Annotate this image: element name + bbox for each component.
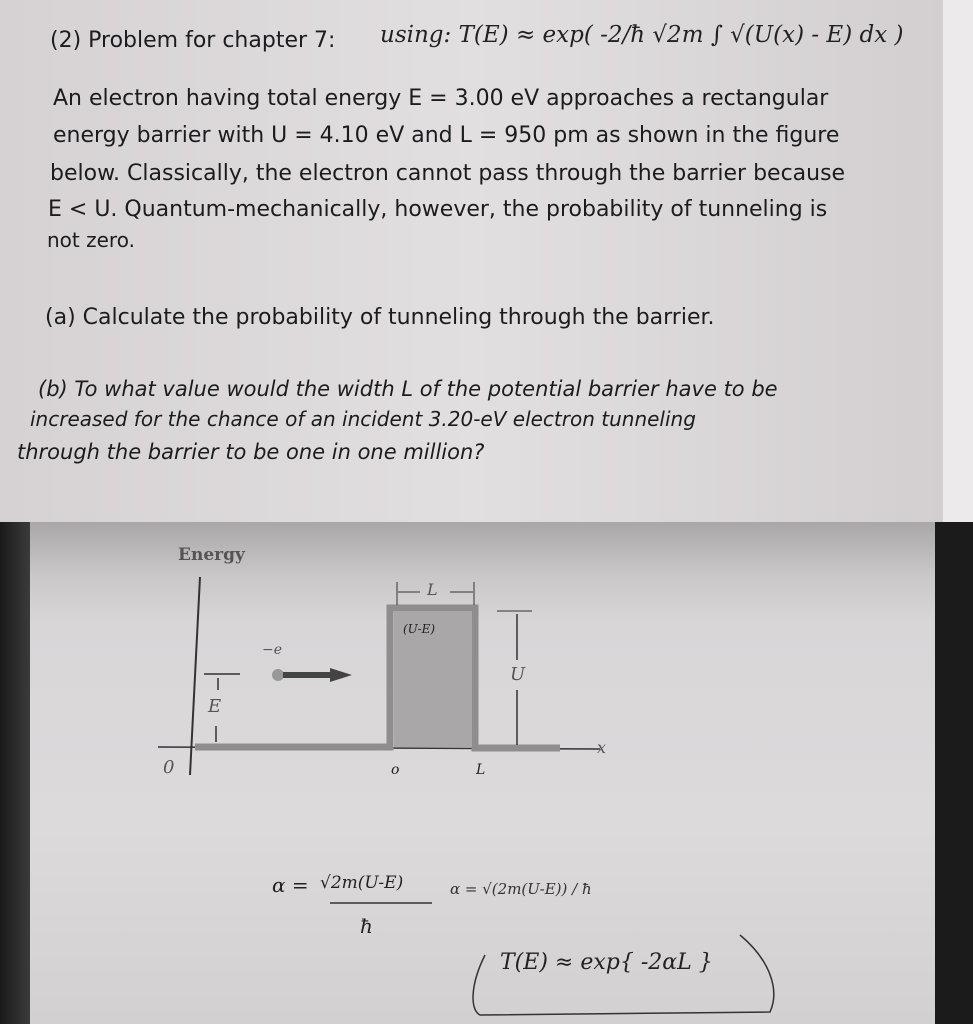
handwritten-formula: using: T(E) ≈ exp( -2/ħ √2m ∫ √(U(x) - E) dx ) bbox=[380, 22, 904, 48]
statement-line: E < U. Quantum-mechanically, however, the probability of tunneling is bbox=[48, 197, 828, 222]
alpha-numerator: √2m(U-E) bbox=[320, 873, 404, 893]
hand-l: L bbox=[476, 762, 486, 778]
x-axis-label: x bbox=[597, 738, 607, 757]
statement-line: not zero. bbox=[47, 228, 135, 252]
statement-line: An electron having total energy E = 3.00 eV approaches a rectangular bbox=[53, 86, 829, 111]
statement-line: energy barrier with U = 4.10 eV and L = 950 pm as shown in the figure bbox=[53, 123, 840, 148]
problem-title: (2) Problem for chapter 7: bbox=[50, 28, 336, 53]
alpha-lhs: α = bbox=[272, 873, 309, 897]
y-axis-label: Energy bbox=[178, 545, 245, 565]
hand-zero: o bbox=[391, 762, 400, 778]
part-b-line: (b) To what value would the width L of the potential barrier have to be bbox=[38, 377, 778, 401]
part-b-line: increased for the chance of an incident 3.20-eV electron tunneling bbox=[30, 407, 696, 431]
electron bbox=[272, 669, 284, 681]
u-label: U bbox=[510, 664, 526, 685]
hand-u-minus-e: (U-E) bbox=[403, 622, 436, 636]
electron-arrow bbox=[283, 668, 352, 682]
statement-line: below. Classically, the electron cannot pass through the barrier because bbox=[50, 161, 846, 186]
part-b-line: through the barrier to be one in one million? bbox=[17, 440, 485, 464]
result-box bbox=[473, 935, 774, 1015]
origin-label: 0 bbox=[163, 757, 175, 778]
l-label: L bbox=[427, 580, 438, 599]
potential-line bbox=[195, 608, 560, 748]
e-label: E bbox=[208, 696, 222, 717]
tunneling-result: T(E) ≈ exp{ -2αL } bbox=[500, 950, 713, 975]
alpha-formula: α = √(2m(U-E)) / ħ bbox=[450, 880, 592, 898]
alpha-denominator: ħ bbox=[360, 914, 373, 938]
electron-label: −e bbox=[262, 642, 283, 658]
part-a: (a) Calculate the probability of tunneling through the barrier. bbox=[45, 305, 715, 330]
